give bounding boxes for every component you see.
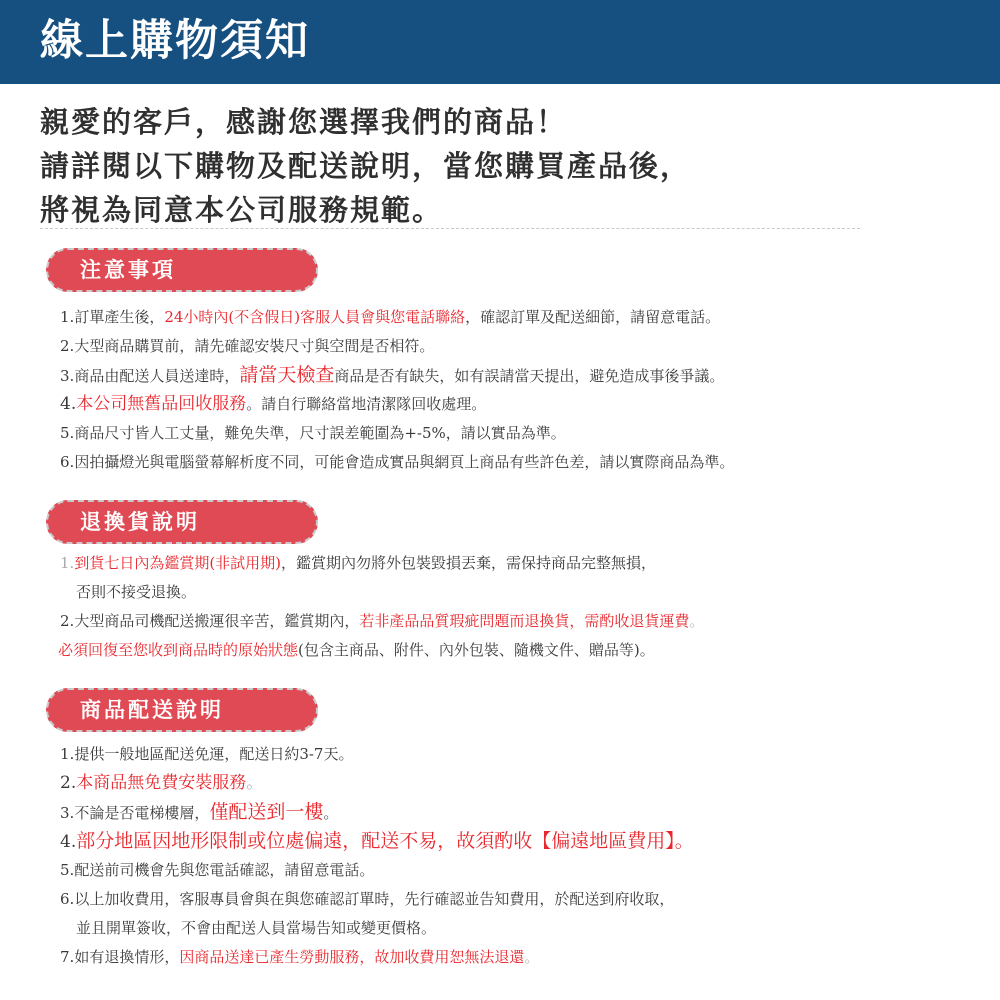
list-item: 4.本公司無舊品回收服務。請自行聯絡當地清潔隊回收處理。 xyxy=(60,394,487,414)
delivery-list xyxy=(60,740,694,972)
list-item: 5.配送前司機會先與您電話確認，請留意電話。 xyxy=(60,861,375,879)
section-title-label: 注意事項 xyxy=(80,258,176,282)
dashed-divider xyxy=(40,228,860,229)
intro-line: 將視為同意本公司服務規範。 xyxy=(40,193,444,227)
list-item: 2.本商品無免費安裝服務。 xyxy=(60,773,264,793)
intro-message xyxy=(40,100,980,232)
list-item: 1.訂單產生後，24小時內(不含假日)客服人員會與您電話聯絡，確認訂單及配送細節，請留意電話。 xyxy=(60,308,721,326)
section-title-notice xyxy=(46,248,318,292)
list-item: 5.商品尺寸皆人工丈量，難免失準，尺寸誤差範圍為+-5%，請以實品為準。 xyxy=(60,424,566,442)
list-item-continuation: 並且開單簽收，不會由配送人員當場告知或變更價格。 xyxy=(76,919,437,937)
returns-list xyxy=(60,549,704,665)
list-item: 2.大型商品司機配送搬運很辛苦，鑑賞期內，若非產品品質瑕疵問題而退換貨，需酌收退貨運費。 xyxy=(60,612,705,630)
list-item: 6.因拍攝燈光與電腦螢幕解析度不同，可能會造成實品與網頁上商品有些許色差，請以實際商品為準。 xyxy=(60,453,735,471)
list-item: 1.到貨七日內為鑑賞期(非試用期)，鑑賞期內勿將外包裝毀損丟棄，需保持商品完整無損， xyxy=(60,554,657,572)
list-item-continuation: 必須回復至您收到商品時的原始狀態(包含主商品、附件、內外包裝、隨機文件、贈品等)。 xyxy=(58,641,655,659)
list-item: 4.部分地區因地形限制或位處偏遠，配送不易，故須酌收【偏遠地區費用】。 xyxy=(60,830,694,852)
section-title-returns xyxy=(46,500,318,544)
notice-list xyxy=(60,303,734,477)
list-item: 6.以上加收費用，客服專員會與在與您確認訂單時，先行確認並告知費用，於配送到府收取， xyxy=(60,890,675,908)
list-item: 2.大型商品購買前，請先確認安裝尺寸與空間是否相符。 xyxy=(60,337,435,355)
list-item: 3.商品由配送人員送達時，請當天檢查商品是否有缺失，如有誤請當天提出，避免造成事後爭議。 xyxy=(60,364,725,386)
intro-line: 親愛的客戶，感謝您選擇我們的商品！ xyxy=(40,105,568,139)
list-item: 3.不論是否電梯樓層，僅配送到一樓。 xyxy=(60,801,339,823)
list-item-continuation: 否則不接受退換。 xyxy=(76,583,197,601)
header-bar xyxy=(0,0,1000,84)
list-item: 1.提供一般地區配送免運，配送日約3-7天。 xyxy=(60,745,354,763)
list-item: 7.如有退換情形，因商品送達已產生勞動服務，故加收費用恕無法退還。 xyxy=(60,948,540,966)
page-title: 線上購物須知 xyxy=(40,16,310,66)
section-title-delivery xyxy=(46,688,318,732)
section-title-label: 退換貨說明 xyxy=(80,510,200,534)
intro-line: 請詳閱以下購物及配送說明，當您購買產品後， xyxy=(40,149,692,183)
section-title-label: 商品配送說明 xyxy=(80,698,224,722)
